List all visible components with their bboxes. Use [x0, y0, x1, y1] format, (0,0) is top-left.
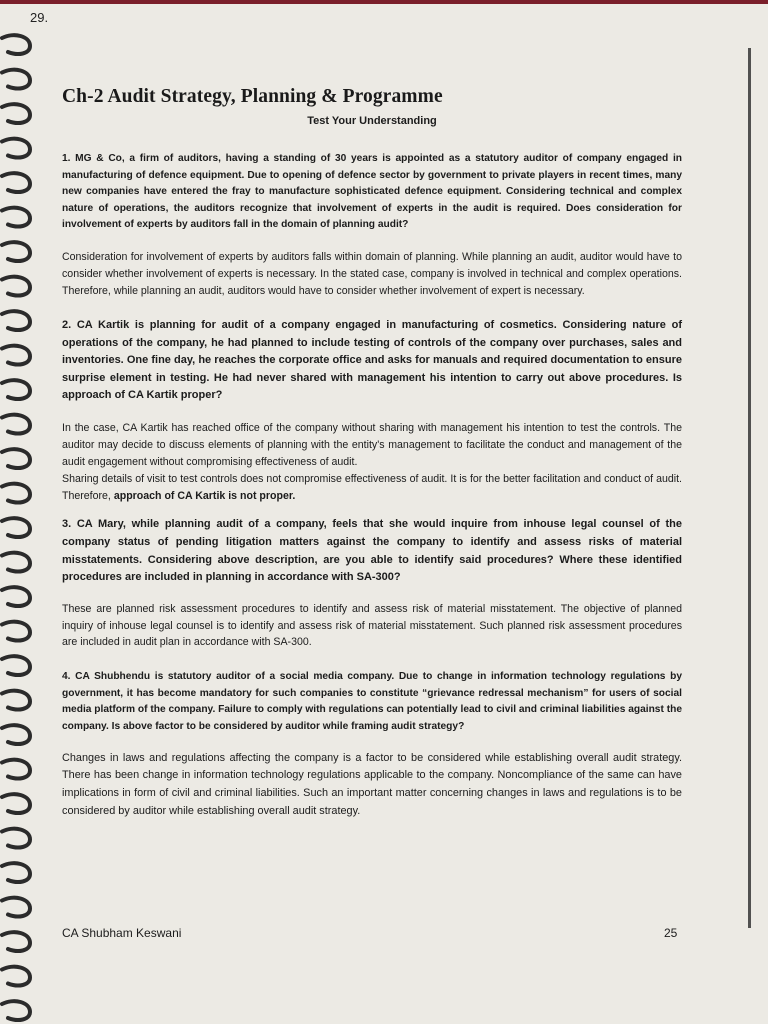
spiral-loop [2, 863, 30, 882]
footer-page-number: 25 [664, 926, 678, 940]
spiral-loop [2, 794, 30, 813]
question-4: 4. CA Shubhendu is statutory auditor of a social media company. Due to change in information technology regulations by government, it has become mandatory for such companies to constitute “grievance redressal mechanism” for users of social media platform of the company. Failure to comply with regulations can potentially lead to civil and criminal liabilities against the company. Is above factor to be considered by auditor while framing audit strategy? [62, 671, 682, 732]
spiral-loop [2, 656, 30, 675]
answer-3: These are planned risk assessment procedures to identify and assess risk of material misstatement. The objective of planned inquiry of inhouse legal counsel is to identify and assess risk of material misstatement. Such planned risk assessment procedures are included in audit plan in accordance with SA-300. [62, 602, 682, 649]
spiral-loop [2, 691, 30, 710]
spiral-loop [2, 173, 30, 192]
spiral-loop [2, 277, 30, 296]
answer-2-part-2 [62, 471, 682, 505]
spiral-binding [0, 30, 40, 1024]
margin-rule [748, 48, 751, 928]
spiral-loop [2, 587, 30, 606]
spiral-loop [2, 104, 30, 123]
answer-4: Changes in laws and regulations affecting the company is a factor to be considered while establishing overall audit strategy. There has been change in information technology regulations applicable to the company. Noncompliance of the same can have implications in form of civil and criminal liabilities. Such an important matter concerning changes in laws and regulations is to be considered by auditor while establishing overall audit strategy. [62, 751, 682, 817]
spiral-loop [2, 518, 30, 537]
footer-author: CA Shubham Keswani [62, 926, 182, 940]
spiral-loop [2, 70, 30, 89]
spiral-loop [2, 242, 30, 261]
spiral-loop [2, 449, 30, 468]
question-2: 2. CA Kartik is planning for audit of a company engaged in manufacturing of cosmetics. Considering nature of operations of the company, he had planned to include testing of controls of the company over purchases, sales and inventories. One fine day, he reaches the corporate office and asks for manuals and required documentation to ensure surprise element in testing. He had never shared with management his intention to carry out above procedures. Is approach of CA Kartik proper? [62, 319, 682, 401]
spiral-loop [2, 553, 30, 572]
answer-2-part-1: In the case, CA Kartik has reached office of the company without sharing with management his intention to test the controls. The auditor may decide to discuss elements of planning with the entity's management to facilitate the conduct and management of the audit engagement without compromising effectiveness of audit. [62, 422, 682, 468]
page-top-edge [0, 0, 768, 4]
question-1: 1. MG & Co, a firm of auditors, having a standing of 30 years is appointed as a statutory auditor of company engaged in manufacturing of defence equipment. Due to opening of defence sector by government to private players in recent times, many new companies have entered the fray to manufacture sophisticated defence equipment. Considering technical and complex nature of operations, the auditors recognize that involvement of experts in the audit is required. Does consideration for involvement of experts by auditors fall in the domain of planning audit? [62, 153, 682, 231]
spiral-loop [2, 967, 30, 986]
answer-1: Consideration for involvement of experts by auditors falls within domain of planning. While planning an audit, auditor would have to consider whether involvement of experts is necessary. In the stated case, company is involved in technical and complex operations. Therefore, while planning an audit, auditors would have to consider whether involvement of expert is necessary. [62, 250, 682, 297]
spiral-loop [2, 898, 30, 917]
spiral-loop [2, 760, 30, 779]
spiral-loop [2, 346, 30, 365]
spiral-loop [2, 829, 30, 848]
spiral-loop [2, 622, 30, 641]
answer-2-text: Sharing details of visit to test controls does not compromise effectiveness of audit. It is for the better facilitation and conduct of audit. Therefore, [62, 472, 682, 502]
spiral-loop [2, 415, 30, 434]
section-title: Test Your Understanding [307, 115, 437, 127]
spiral-loop [2, 484, 30, 503]
spiral-loop [2, 208, 30, 227]
spiral-loop [2, 380, 30, 399]
spiral-loop [2, 311, 30, 330]
spiral-loop [2, 725, 30, 744]
handwritten-page-label: 29. [30, 10, 49, 25]
question-3: 3. CA Mary, while planning audit of a company, feels that she would inquire from inhouse legal counsel of the company status of pending litigation matters against the company to identify and assess risks of material misstatements. Considering above description, are you able to identify said procedures? Where these identified procedures are included in planning in accordance with SA-300? [62, 518, 682, 584]
page-content [62, 86, 682, 821]
spiral-loop [2, 139, 30, 158]
chapter-title: Ch-2 Audit Strategy, Planning & Programme [62, 86, 443, 107]
answer-2-conclusion: approach of CA Kartik is not proper. [113, 489, 296, 502]
spiral-loop [2, 35, 30, 54]
spiral-loop [2, 1001, 30, 1020]
spiral-loop [2, 932, 30, 951]
